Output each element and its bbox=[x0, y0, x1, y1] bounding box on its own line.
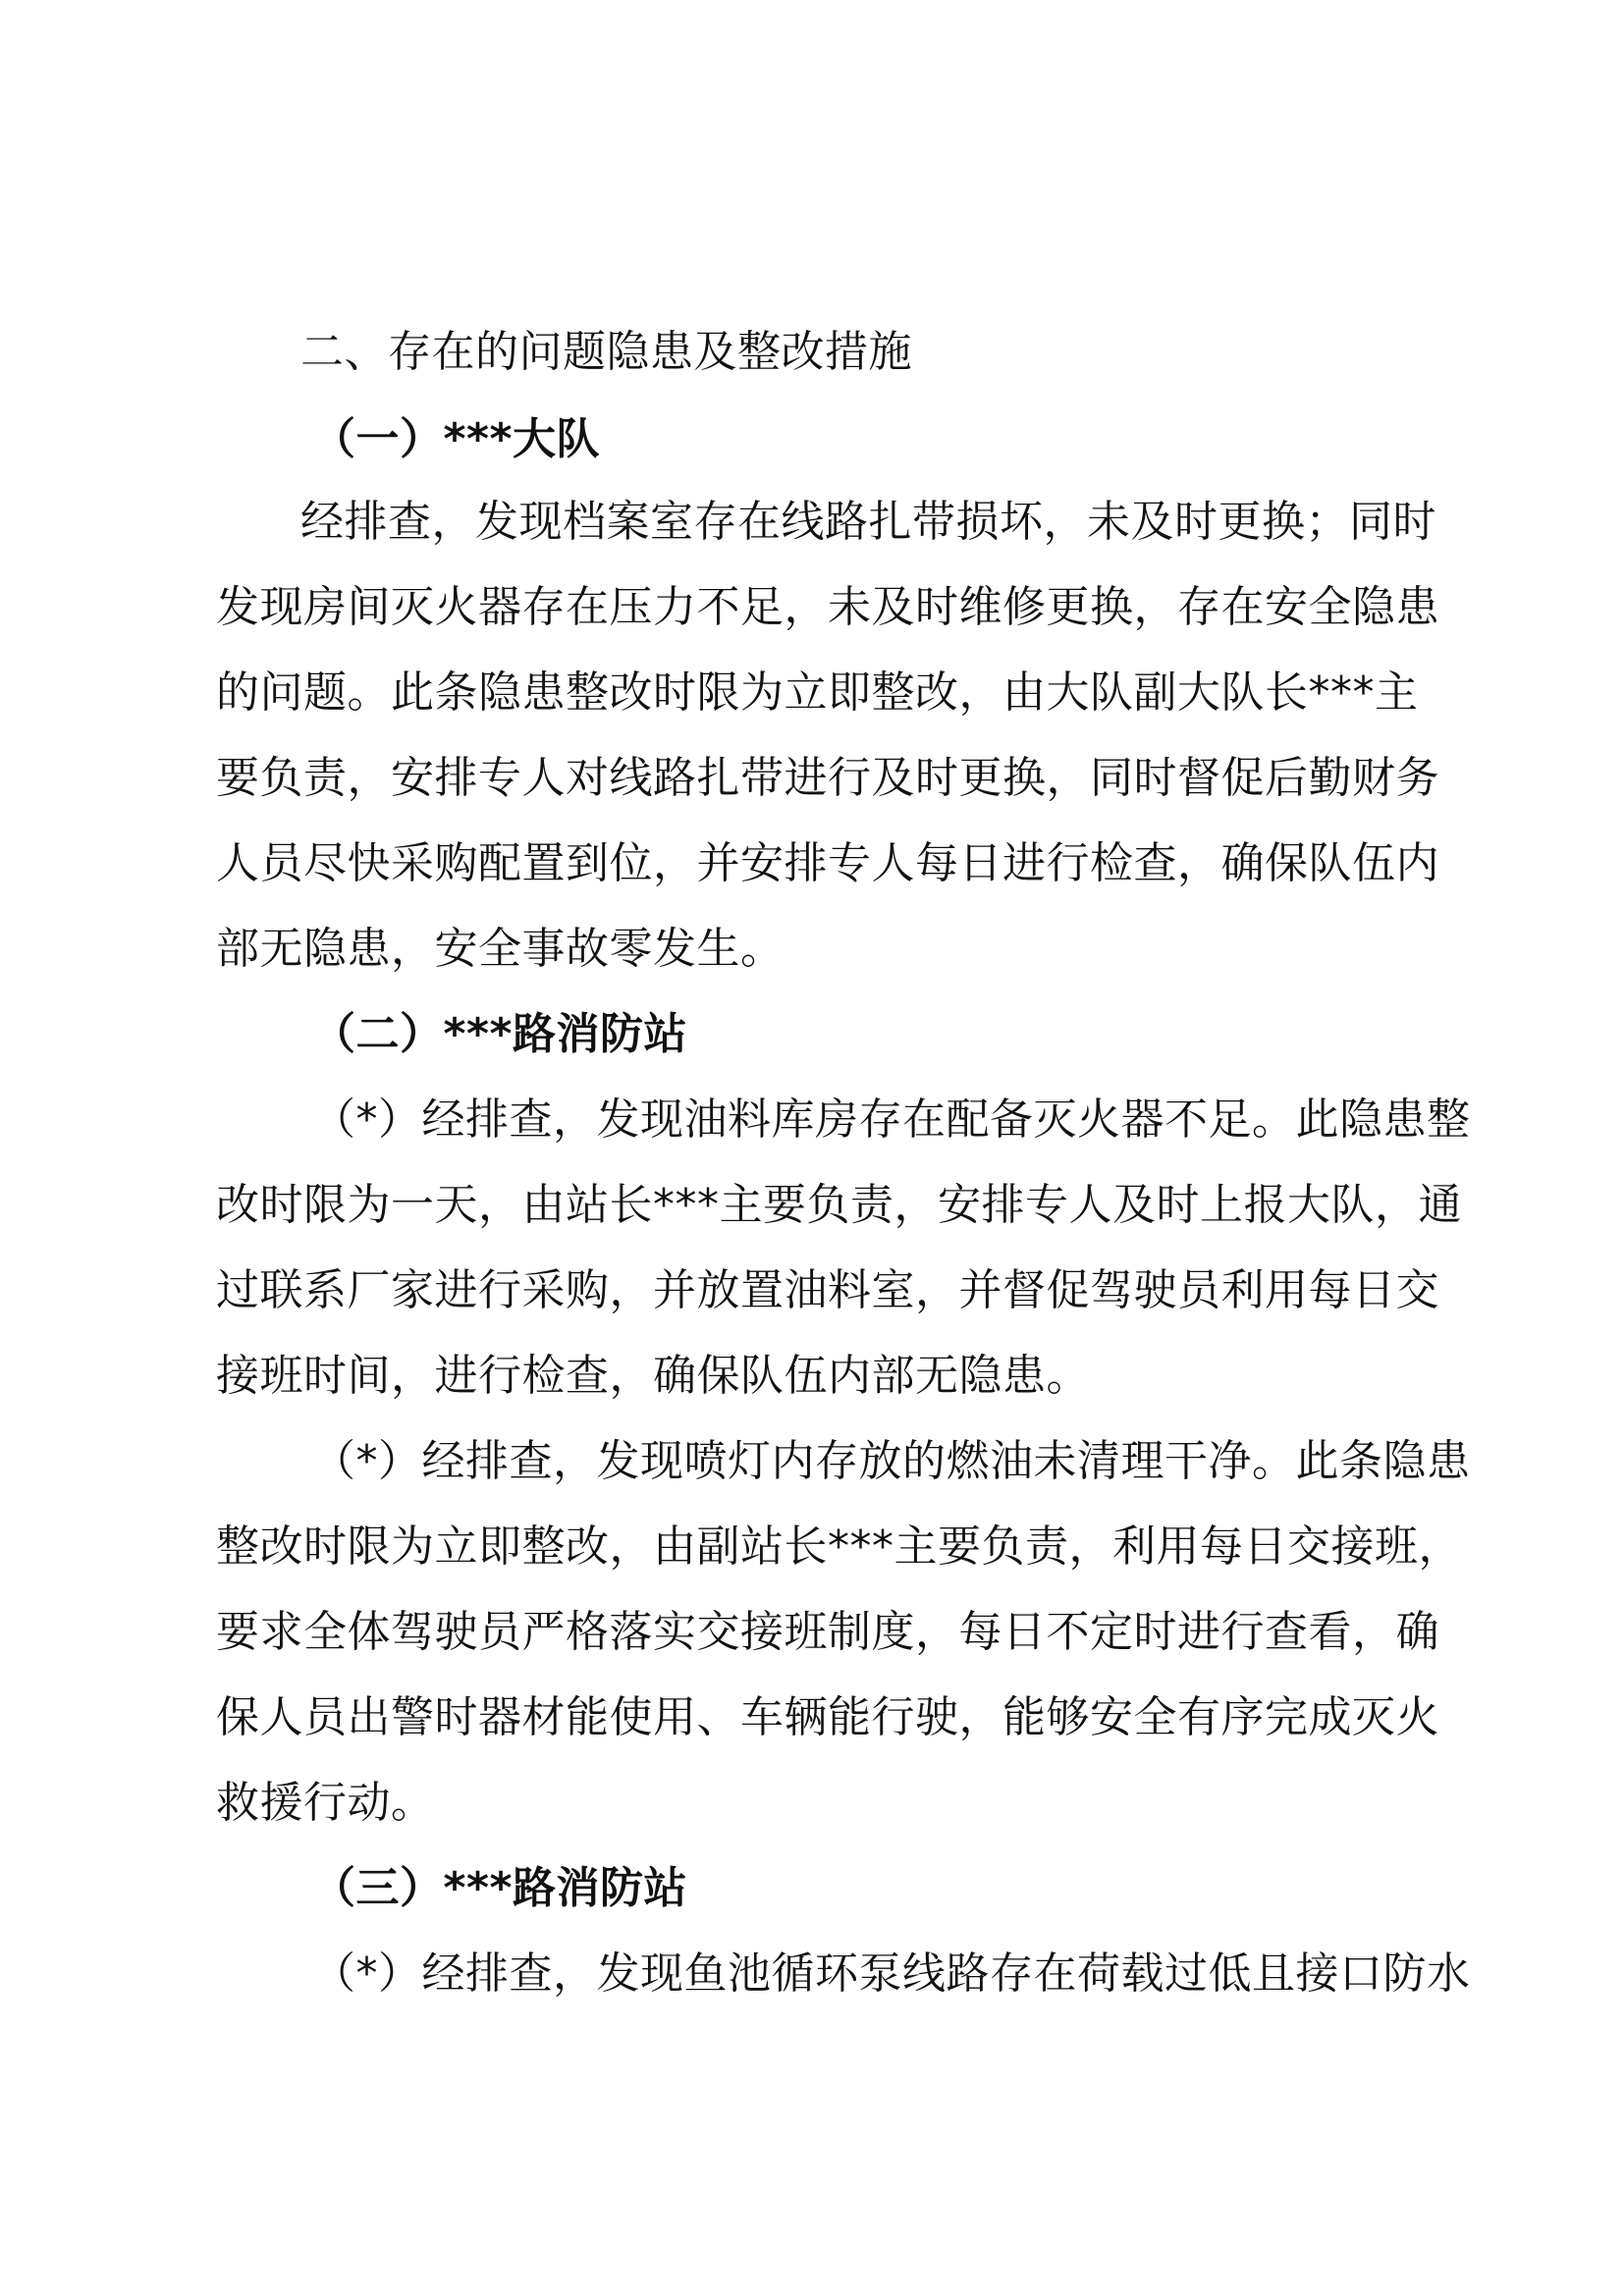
subsection-heading-2: （二）***路消防站 bbox=[312, 1009, 688, 1059]
paragraph-line: 要负责，安排专人对线路扎带进行及时更换，同时督促后勤财务 bbox=[216, 753, 1439, 803]
paragraph-line: 整改时限为立即整改，由副站长***主要负责，利用每日交接班， bbox=[216, 1522, 1462, 1572]
subsection-heading-3: （三）***路消防站 bbox=[312, 1863, 688, 1913]
paragraph-line: 要求全体驾驶员严格落实交接班制度，每日不定时进行查看，确 bbox=[216, 1607, 1439, 1657]
paragraph-line: 保人员出警时器材能使用、车辆能行驶，能够安全有序完成灭火 bbox=[216, 1692, 1439, 1742]
paragraph-line: 救援行动。 bbox=[216, 1778, 435, 1828]
paragraph-line: 改时限为一天，由站长***主要负责，安排专人及时上报大队，通 bbox=[216, 1180, 1462, 1230]
paragraph-line: 的问题。此条隐患整改时限为立即整改，由大队副大队长***主 bbox=[216, 667, 1419, 718]
paragraph-line: 过联系厂家进行采购，并放置油料室，并督促驾驶员利用每日交 bbox=[216, 1265, 1439, 1315]
paragraph-line: 经排查，发现档案室存在线路扎带损坏，未及时更换；同时 bbox=[300, 497, 1436, 547]
paragraph-line: （*）经排查，发现油料库房存在配备灭火器不足。此隐患整 bbox=[312, 1095, 1471, 1145]
paragraph-line: 人员尽快采购配置到位，并安排专人每日进行检查，确保队伍内 bbox=[216, 838, 1439, 888]
paragraph-line: （*）经排查，发现喷灯内存放的燃油未清理干净。此条隐患 bbox=[312, 1436, 1471, 1486]
paragraph-line: 接班时间，进行检查，确保队伍内部无隐患。 bbox=[216, 1351, 1090, 1401]
paragraph-line: （*）经排查，发现鱼池循环泵线路存在荷载过低且接口防水 bbox=[312, 1949, 1471, 1999]
paragraph-line: 发现房间灭火器存在压力不足，未及时维修更换，存在安全隐患 bbox=[216, 582, 1439, 632]
subsection-heading-1: （一）***大队 bbox=[312, 414, 601, 464]
section-title: 二、存在的问题隐患及整改措施 bbox=[300, 327, 912, 377]
paragraph-line: 部无隐患，安全事故零发生。 bbox=[216, 924, 785, 974]
